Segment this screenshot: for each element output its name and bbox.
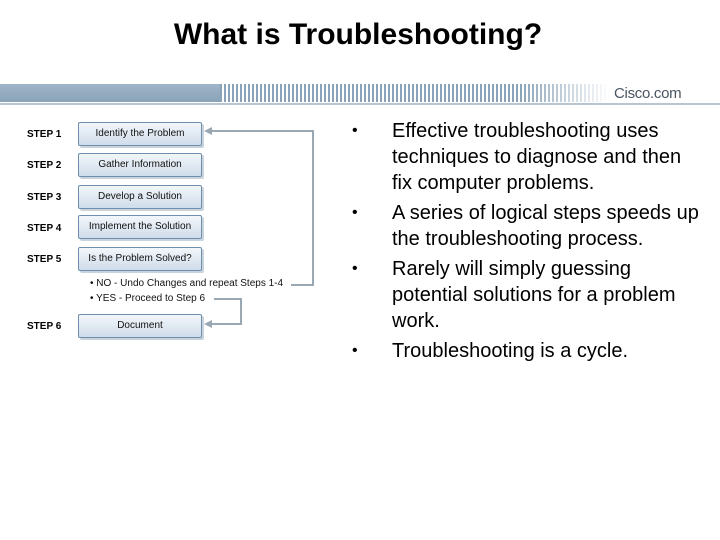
- bullet-icon: •: [352, 204, 358, 221]
- yes-right-line: [240, 298, 242, 324]
- bullet-text: A series of logical steps speeds up the troubleshooting process.: [392, 202, 699, 250]
- step-label: STEP 6: [27, 321, 62, 332]
- bullet-list: [340, 118, 700, 368]
- bullet-item: [340, 118, 700, 196]
- bullet-text: Troubleshooting is a cycle.: [392, 340, 629, 362]
- step-box: Document: [78, 314, 202, 338]
- step-label: STEP 4: [27, 223, 62, 234]
- header-banner: [0, 84, 720, 104]
- banner-fade: [520, 84, 610, 102]
- step-label: STEP 1: [27, 129, 62, 140]
- step-label: STEP 5: [27, 254, 62, 265]
- yes-top-line: [214, 298, 242, 300]
- bullet-item: [340, 200, 700, 252]
- yes-branch-note: • YES - Proceed to Step 6: [90, 293, 206, 304]
- yes-bottom-line: [212, 323, 242, 325]
- bullet-item: [340, 338, 700, 364]
- step-label: STEP 2: [27, 160, 62, 171]
- banner-solid-bar: [0, 84, 230, 102]
- loop-right-line: [312, 130, 314, 285]
- brand-logo-text: Cisco.com: [614, 85, 682, 102]
- bullet-icon: •: [352, 342, 358, 359]
- step-box: Identify the Problem: [78, 122, 202, 146]
- step-label: STEP 3: [27, 192, 62, 203]
- header-rule: [0, 103, 720, 105]
- step-box: Is the Problem Solved?: [78, 247, 202, 271]
- loop-bottom-line: [291, 284, 314, 286]
- bullet-icon: •: [352, 122, 358, 139]
- yes-arrow-icon: [204, 320, 212, 328]
- bullet-icon: •: [352, 260, 358, 277]
- loop-arrow-icon: [204, 127, 212, 135]
- bullet-text: Rarely will simply guessing potential solutions for a problem work.: [392, 258, 676, 332]
- slide-title: What is Troubleshooting?: [173, 18, 543, 51]
- step-box: Develop a Solution: [78, 185, 202, 209]
- loop-top-line: [212, 130, 313, 132]
- bullet-item: [340, 256, 700, 334]
- bullet-text: Effective troubleshooting uses techniques to diagnose and then fix computer problems.: [392, 120, 682, 194]
- no-branch-note: • NO - Undo Changes and repeat Steps 1-4: [90, 278, 284, 289]
- step-box: Gather Information: [78, 153, 202, 177]
- step-box: Implement the Solution: [78, 215, 202, 239]
